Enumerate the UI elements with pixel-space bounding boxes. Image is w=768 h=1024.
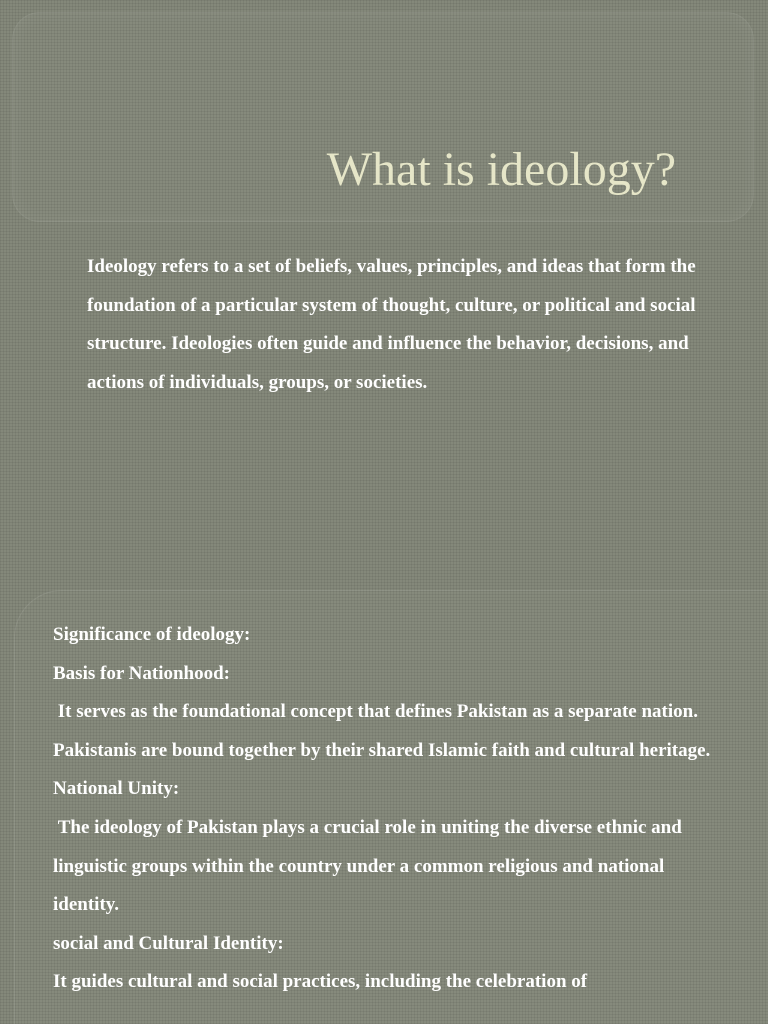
- point-heading-national-unity: National Unity:: [53, 778, 180, 800]
- significance-text-block: [53, 616, 713, 1002]
- point-heading-cultural-identity: social and Cultural Identity:: [53, 932, 284, 954]
- slide-title: What is ideology?: [326, 143, 676, 196]
- point-body-national-unity: The ideology of Pakistan plays a crucial role in uniting the diverse ethnic and linguistic groups within the country under a common religious and national identity.: [53, 816, 687, 916]
- ideology-definition-text: Ideology refers to a set of beliefs, values, principles, and ideas that form the foundation of a particular system of thought, culture, or political and social structure. Ideologies often guide and influence the behavior, decisions, and actions of individuals, groups, or societies.: [87, 256, 696, 393]
- section-heading: Significance of ideology:: [53, 624, 251, 645]
- point-body-nationhood: It serves as the foundational concept that defines Pakistan as a separate nation. Pakistanis are bound together by their shared Islamic faith and cultural heritage.: [53, 701, 711, 761]
- point-heading-nationhood: Basis for Nationhood:: [53, 662, 231, 684]
- slide-significance-of-ideology: [0, 588, 768, 1024]
- point-body-cultural-identity: It guides cultural and social practices, including the celebration of: [53, 971, 588, 993]
